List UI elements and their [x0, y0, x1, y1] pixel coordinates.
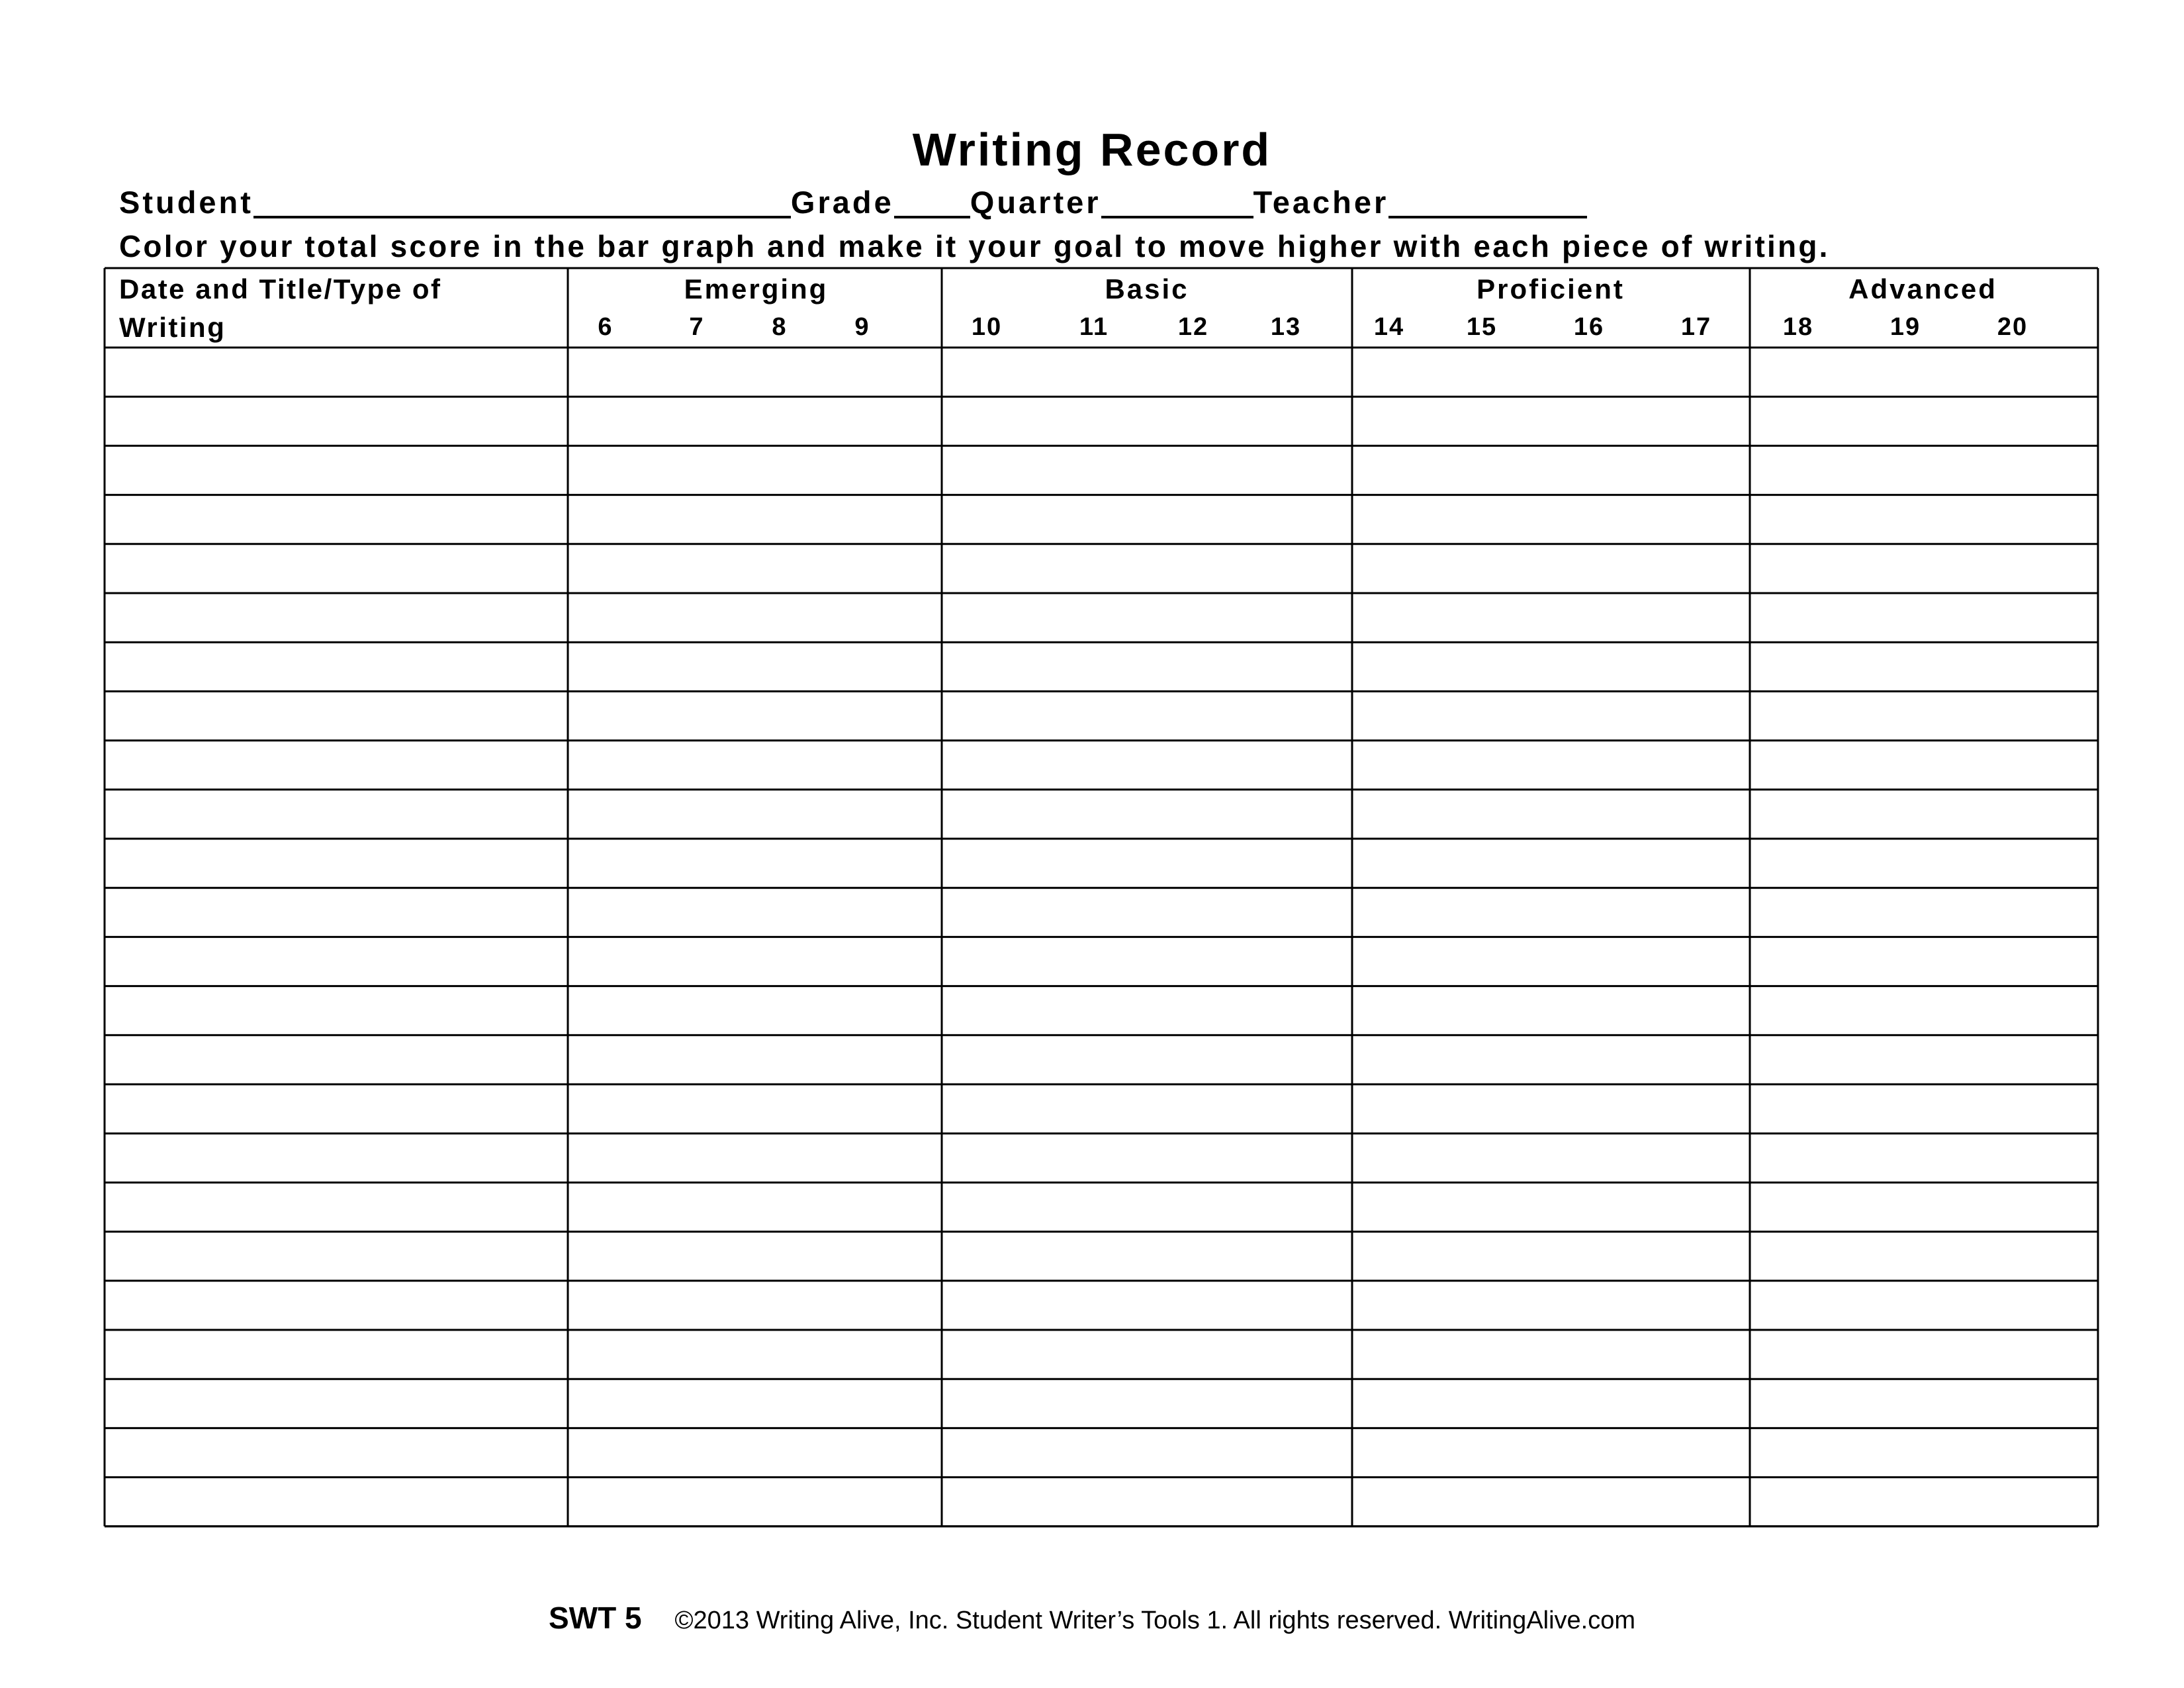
teacher-label: Teacher: [1253, 185, 1389, 220]
form-code: SWT 5: [548, 1601, 642, 1635]
score-label: 20: [1997, 313, 2028, 341]
page-title: Writing Record: [912, 124, 1272, 175]
score-label: 11: [1079, 313, 1109, 341]
date-title-header-line1: Date and Title/Type of: [119, 273, 442, 305]
score-label: 9: [854, 313, 870, 341]
score-label: 6: [598, 313, 614, 341]
score-label: 7: [689, 313, 705, 341]
quarter-label: Quarter: [970, 185, 1101, 220]
date-title-header-line2: Writing: [119, 312, 226, 343]
instruction-text: Color your total score in the bar graph and make it your goal to move higher with each piece of writing.: [119, 229, 1830, 263]
page-footer: [0, 1598, 2184, 1640]
score-label: 15: [1466, 313, 1498, 341]
score-label: 17: [1680, 313, 1712, 341]
score-label: 16: [1573, 313, 1605, 341]
score-label: 8: [772, 313, 788, 341]
score-label: 13: [1270, 313, 1302, 341]
category-header-advanced: Advanced: [1848, 273, 1997, 305]
category-header-proficient: Proficient: [1477, 273, 1625, 305]
score-label: 14: [1373, 313, 1405, 341]
grade-label: Grade: [790, 185, 894, 220]
copyright-text: ©2013 Writing Alive, Inc. Student Writer’s Tools 1. All rights reserved. WritingAlive.com: [674, 1607, 1636, 1634]
score-label: 12: [1177, 313, 1209, 341]
student-label: Student: [119, 185, 253, 220]
score-label: 18: [1782, 313, 1814, 341]
category-header-emerging: Emerging: [684, 273, 829, 305]
score-label: 19: [1889, 313, 1921, 341]
score-label: 10: [971, 313, 1003, 341]
category-header-basic: Basic: [1105, 273, 1189, 305]
